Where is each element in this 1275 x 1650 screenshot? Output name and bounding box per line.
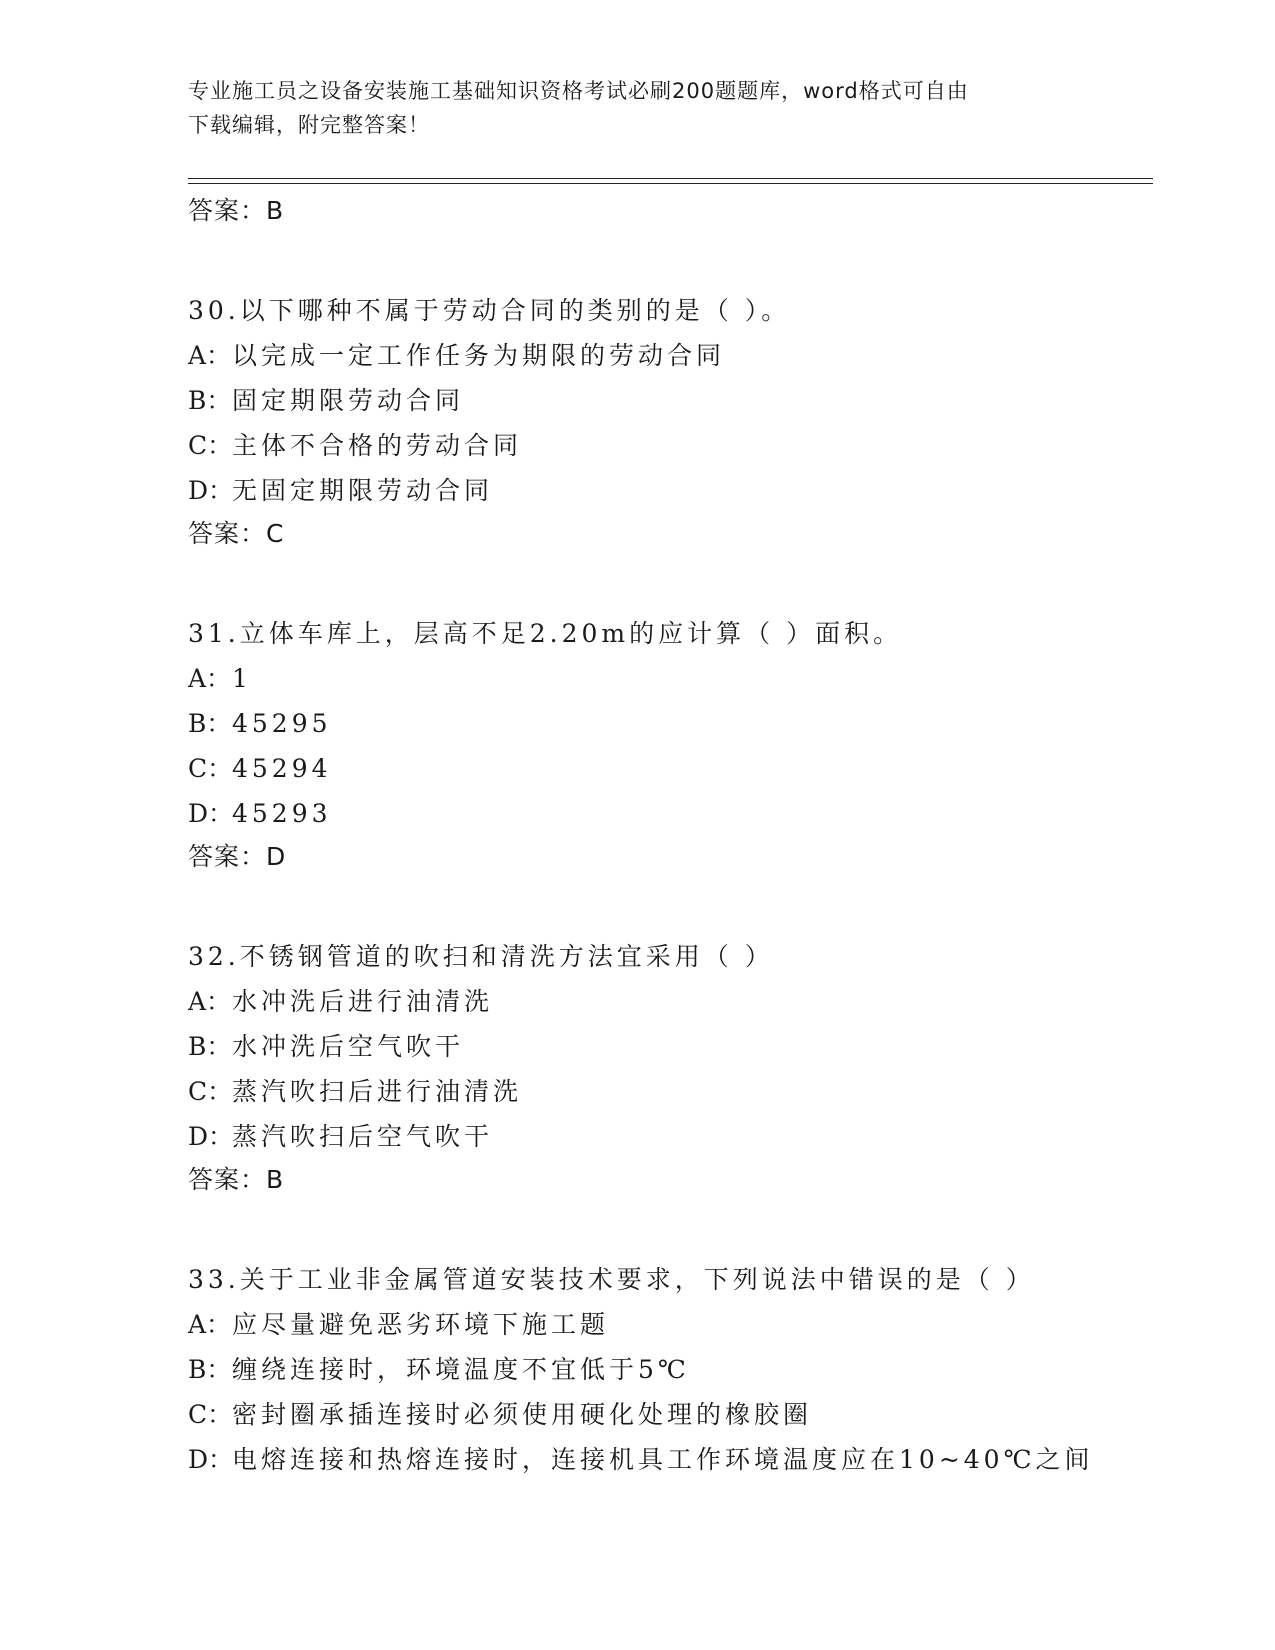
option-a (188, 979, 1148, 1024)
option-key: A： (188, 1310, 232, 1339)
answer: 答案：B (188, 1165, 285, 1194)
option-text: 蒸汽吹扫后进行油清洗 (232, 1077, 523, 1106)
option-key: D： (188, 1445, 234, 1474)
option-key: B： (188, 1355, 232, 1384)
option-key: B： (188, 709, 232, 738)
option-text: 无固定期限劳动合同 (232, 476, 494, 505)
question-33 (188, 1257, 1148, 1482)
question-text: 33.关于工业非金属管道安装技术要求，下列说法中错误的是（ ） (188, 1265, 1035, 1294)
option-text: 1 (232, 664, 252, 693)
header-divider-bottom (188, 183, 1153, 184)
question-list (188, 190, 1148, 1482)
question-31 (188, 611, 1148, 878)
option-key: D： (188, 799, 234, 828)
option-text: 水冲洗后空气吹干 (232, 1032, 465, 1061)
option-key: D： (188, 476, 234, 505)
option-key: B： (188, 386, 232, 415)
question-text: 31.立体车库上，层高不足2.20m的应计算（ ）面积。 (188, 619, 903, 648)
header-line-2: 下载编辑，附完整答案！ (188, 113, 430, 137)
option-b (188, 1024, 1148, 1069)
option-text: 固定期限劳动合同 (232, 386, 465, 415)
option-text: 蒸汽吹扫后空气吹干 (232, 1122, 494, 1151)
header-divider-top (188, 178, 1153, 179)
option-key: B： (188, 1032, 232, 1061)
question-30 (188, 288, 1148, 555)
option-text: 45293 (232, 799, 332, 828)
option-c (188, 423, 1148, 468)
previous-answer: 答案：B (188, 196, 285, 225)
option-b (188, 701, 1148, 746)
option-text: 45295 (232, 709, 332, 738)
option-c (188, 1392, 1148, 1437)
option-a (188, 1302, 1148, 1347)
option-text: 45294 (232, 754, 332, 783)
option-text: 以完成一定工作任务为期限的劳动合同 (232, 341, 726, 370)
option-key: A： (188, 341, 232, 370)
option-c (188, 746, 1148, 791)
question-32 (188, 934, 1148, 1201)
option-key: D： (188, 1122, 234, 1151)
answer: 答案：C (188, 519, 285, 548)
question-text: 32.不锈钢管道的吹扫和清洗方法宜采用（ ） (188, 942, 774, 971)
option-key: C： (188, 431, 233, 460)
option-text: 主体不合格的劳动合同 (232, 431, 523, 460)
option-text: 电熔连接和热熔连接时，连接机具工作环境温度应在10~40℃之间 (232, 1445, 1094, 1474)
option-a (188, 333, 1148, 378)
option-key: C： (188, 1077, 233, 1106)
option-key: A： (188, 664, 232, 693)
answer: 答案：D (188, 842, 287, 871)
option-d (188, 468, 1148, 513)
option-b (188, 1347, 1148, 1392)
option-b (188, 378, 1148, 423)
option-key: C： (188, 754, 233, 783)
option-d (188, 1437, 1148, 1482)
question-text: 30.以下哪种不属于劳动合同的类别的是（ ）。 (188, 296, 791, 325)
option-text: 水冲洗后进行油清洗 (232, 987, 494, 1016)
option-key: A： (188, 987, 232, 1016)
option-a (188, 656, 1148, 701)
option-text: 缠绕连接时，环境温度不宜低于5℃ (232, 1355, 690, 1384)
option-key: C： (188, 1400, 233, 1429)
document-header (188, 74, 1068, 142)
header-line-1: 专业施工员之设备安装施工基础知识资格考试必刷200题题库，word格式可自由 (188, 79, 969, 103)
option-d (188, 1114, 1148, 1159)
option-c (188, 1069, 1148, 1114)
option-d (188, 791, 1148, 836)
option-text: 密封圈承插连接时必须使用硬化处理的橡胶圈 (232, 1400, 813, 1429)
option-text: 应尽量避免恶劣环境下施工题 (232, 1310, 610, 1339)
